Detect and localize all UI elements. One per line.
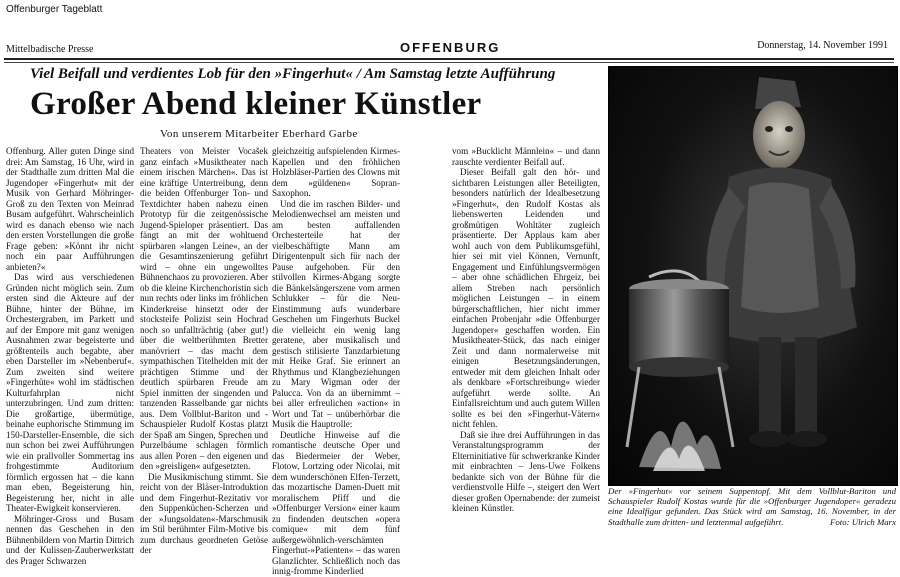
paragraph: Dieser Beifall galt den hör- und sichtbaren Leistungen aller Beteiligten, besonders natürlich der Idealbesetzung »Fingerhut«, den Rudolf Kostas als liebenswerten Leidenden und großmütigen Wohltäter zugleich präsentierte. Der Applaus kam aber wohl auch von dem Publikumsgefühl, hier sei mit viel Können, Vernunft, Engagement und Einfühlungsvermögen – aber ohne schädlichen Ehrgeiz, bei allem Streben nach persönlich möglichen Leistungen – in einem bürgerschaftlichen, hier nicht immer einfachen Probenjahr »die Offenburger Jugendoper« geschaffen worden. Ein Musiktheater-Stück, das nach einiger Zeit und dann normalerweise mit einigen Besetzungsänderungen, entweder mit dem gleichen Inhalt oder als denkbare »Fortschreibung« wieder aufgeführt werde sollte. An Einfallsreichtum und auch gutem Willen sollte es bei den »Fingerhut-Vätern« nicht fehlen. xyxy=(452,167,600,429)
paragraph: Das wird aus verschiedenen Gründen nicht möglich sein. Zum ersten sind die Akteure auf der Bühne, hinter der Bühne, im Orchestergraben, im Parkett und auf der Empore mit ganz wenigen Ausnahmen zwar begeisterte und größtenteils auch begabte, aber eben Darsteller im »Nebenberuf«. Zum zweiten sind weitere »Fingerhüte« wohl im städtischen Kulturfahrplan nicht unterzubringen. Und zum dritten: Die großartige, übermütige, beinahe euphorische Stimmung im 150-Darsteller-Ensemble, die sich nun schon bei zwei Aufführungen wie ein prallvoller Sommertag ins frohgestimmte Auditorium förmlich ergossen hat – die kann man eben, Begeisterung hin, Begeisterung her, nicht in alle Theater-Ewigkeit konservieren. xyxy=(6,272,134,513)
paragraph: Möhringer-Gross und Busam nennen das Geschehen in den Bühnenbildern von Martin Dittrich und der Kulissen-Zauberwerkstatt des Prager Schwarzen xyxy=(6,513,134,566)
header-rule xyxy=(4,58,894,60)
article-subhead: Viel Beifall und verdientes Lob für den »Fingerhut« / Am Samstag letzte Aufführung xyxy=(30,66,556,82)
source-label: Offenburger Tageblatt xyxy=(6,4,103,15)
article-column-2 xyxy=(140,146,268,555)
article-column-1 xyxy=(6,146,134,566)
paragraph: Deutliche Hinweise auf die romantische deutsche Oper und das Biedermeier der Weber, Flotow, Lortzing oder Nicolai, mit dem wunderschönen Elfen-Terzett, das mozartische Damen-Duett mit moralischem Pfiff und die »Offenburger Version« einer kaum zu findenden deutschen »opera comique« mit dem fünf außergewöhnlich-verschämten Fingerhut-»Patienten« – das waren Glanzlichter. Schließlich noch das innig-fromme Kinderlied xyxy=(272,429,400,576)
photo-figure-drawing xyxy=(609,67,897,485)
article-column-3 xyxy=(272,146,400,576)
paragraph: Theaters von Meister Vocašek ganz einfach »Musiktheater nach einem irischen Märchen«. Das ist eine kräftige Untertreibung, denn die beiden Offenburger Ton- und Textdichter haben nahezu einen Prototyp für die zeitgenössische Jugend-Spieloper präsentiert. Das fängt an mit der wohltuend spürbaren »langen Leine«, an der die Gesamtinszenierung geführt wird – ohne ein ungewolltes Bühnenchaos zu provozieren. Aber ob die kleine Kirchenchoristin sich nun rechts oder links im fröhlichen Kinderkreise hinsetzt oder der stocksteife Polizist sein Hochrad noch so unfallträchtig (aber gut!) über die weltberühmten Bretter manövriert – das macht dem sympathischen Titelhelden mit der prächtigen Stimme und der deutlich spürbaren Freude am Spiel inmitten der singenden und tanzenden Rasselbande gar nichts aus. Dem Vollblut-Bariton und -Schauspieler Rudolf Kostas platzt der Spaß am Singen, Sprechen und Purzelbäume schlagen förmlich aus allen Poren – den eigenen und den »greisligen« aufgesetzten. xyxy=(140,146,268,471)
article-column-4 xyxy=(452,146,600,542)
paragraph: Und die im raschen Bilder- und Melodienwechsel am meisten und am besten auffallenden Orchesterteile hat der vielbeschäftigte Mann am Dirigentenpult sich für nach der Pause aufgehoben. Für den stilvollen Kirmes-Abgang sorgte die Bänkelsängerszene vom armen Schlukker – für die Neu-Einstimmung aufs wunderbare Geschehen um Fingerhuts Buckel die vielleicht ein wenig lang geratene, aber musikalisch und gestisch stilisierte Tanzdarbietung mit Heike Graf. Sie erinnert an Rhythmus und Klangbeziehungen zu Mary Wigman oder der Palucca. Von da an übernimmt – bei aller erfreulichen »action« in Wort und Tat – unüberhörbar die Musik die Hauptrolle: xyxy=(272,198,400,429)
photo-credit: Foto: Ulrich Marx xyxy=(830,516,896,527)
article-byline: Von unserem Mitarbeiter Eberhard Garbe xyxy=(160,128,358,140)
costumed-singer-photo-icon xyxy=(608,66,898,486)
paragraph: Offenburg. Aller guten Dinge sind drei: Am Samstag, 16 Uhr, wird in der Stadthalle zum dritten Mal die Jugendoper »Fingerhut« mit der Musik von Gerhard Möhringer-Groß zu den Texten von Meinrad Busam aufgeführt. Wahrscheinlich wird es danach ebenso wie nach den ersten Vorstellungen die große Frage geben: »Könnt ihr nicht noch ein paar Aufführungen anbieten?« xyxy=(6,146,134,272)
paragraph: vom »Bucklicht Männlein« – und dann rauschte verdienter Beifall auf. xyxy=(452,146,600,167)
header-rule-thin xyxy=(4,62,894,63)
photo-caption xyxy=(608,486,896,527)
paragraph: gleichzeitig aufspielenden Kirmes-Kapellen und den fröhlichen Holzbläser-Partien des Clowns mit dem »güldenen« Sopran-Saxophon. xyxy=(272,146,400,198)
section-title: OFFENBURG xyxy=(400,40,501,55)
caption-text: Der »Fingerhut« vor seinem Suppentopf. Mit dem Vollblut-Bariton und Schauspieler Rudolf Kostas wurde für die »Offenburger Jugendoper« geradezu eine Idealfigur gefunden. Das Stück wird am Samstag, 16. November, in der Stadthalle zum dritten- und letztenmal aufgeführt. xyxy=(608,486,896,527)
issue-date: Donnerstag, 14. November 1991 xyxy=(757,40,888,51)
paragraph: Daß sie ihre drei Aufführungen in das Veranstaltungsprogramm der Elterninitiative für schwerkranke Kinder mit einbrachten – Jens-Uwe Folkens bedankte sich von der Bühne für die verdienstvolle Hilfe –, steigert den Wert dieser großen Opernabende: der zumeist kleinen Künstler. xyxy=(452,429,600,513)
paragraph: Die Musikmischung stimmt. Sie reicht von der Bläser-Introduktion und dem Fingerhut-Rezitativ vor den Suppenküchen-Scherzen und der »Jungsoldaten«-Marschmusik im Stil berühmter Film-Motive bis zum durchaus geordneten Getöse der xyxy=(140,471,268,555)
article-headline: Großer Abend kleiner Künstler xyxy=(30,86,482,122)
paper-name: Mittelbadische Presse xyxy=(6,44,94,55)
